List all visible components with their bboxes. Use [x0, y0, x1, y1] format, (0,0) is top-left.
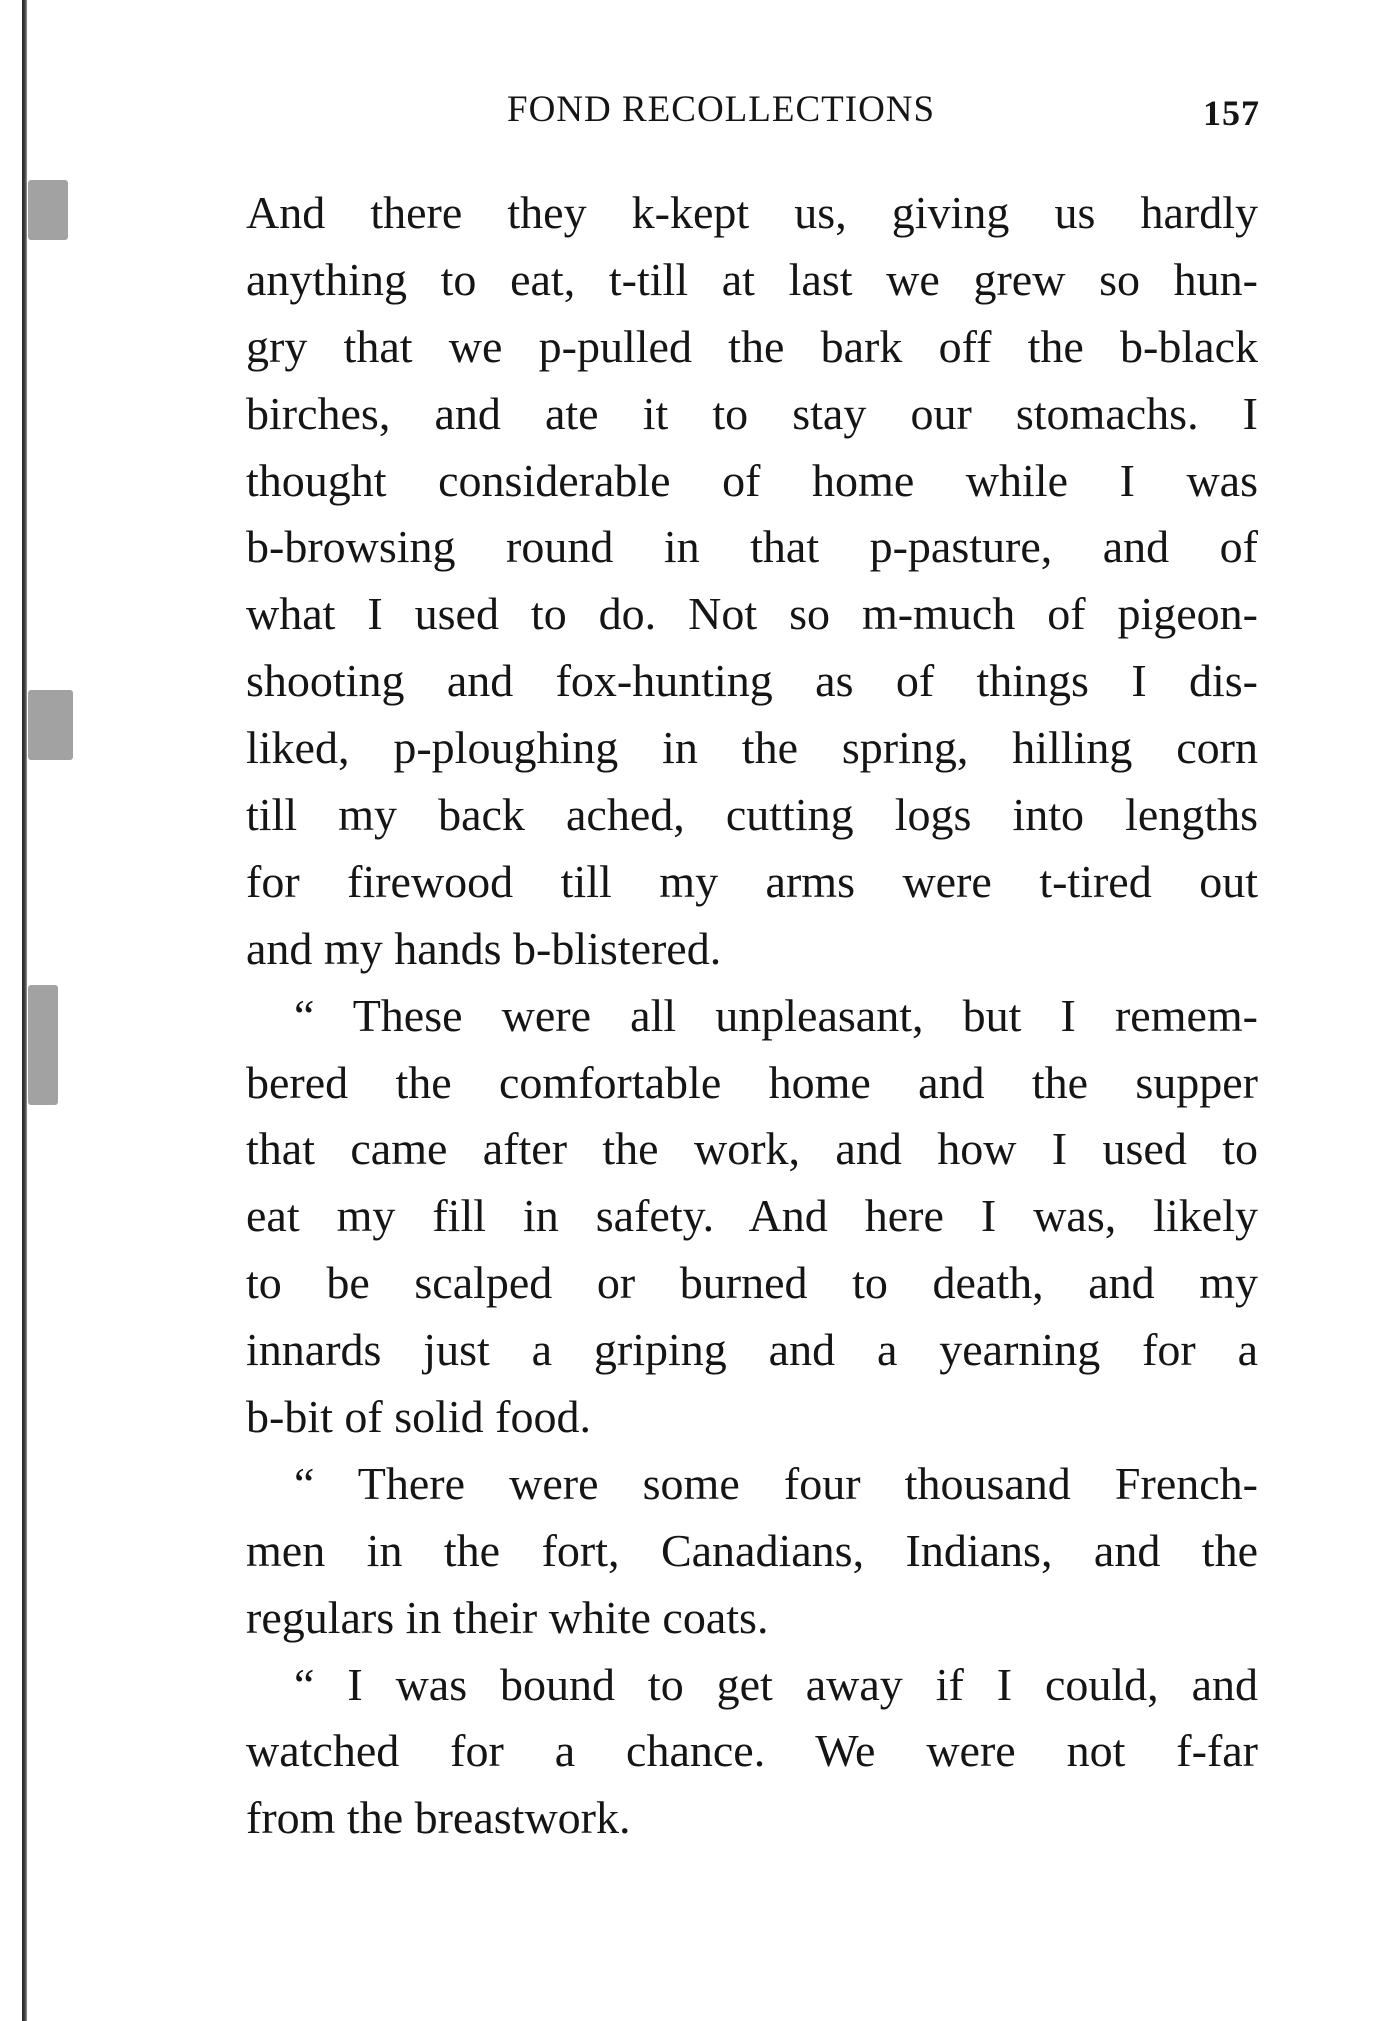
text-line: gry that we p-pulled the bark off the b-black — [246, 320, 1258, 372]
running-head — [0, 88, 1397, 138]
text-line: eat my fill in safety. And here I was, likely — [246, 1190, 1258, 1242]
text-line: to be scalped or burned to death, and my — [246, 1257, 1258, 1309]
text-line: for firewood till my arms were t-tired out — [246, 855, 1258, 907]
text-line: “ There were some four thousand French- — [294, 1457, 1258, 1509]
text-line: liked, p-ploughing in the spring, hilling corn — [246, 722, 1258, 774]
scan-speck — [28, 180, 68, 240]
text-line: regulars in their white coats. — [246, 1591, 769, 1643]
scan-speck — [28, 690, 73, 760]
scan-speck — [28, 985, 58, 1105]
page-number: 157 — [1203, 93, 1260, 133]
text-line: b-bit of solid food. — [246, 1391, 591, 1443]
text-line: anything to eat, t-till at last we grew so hun- — [246, 253, 1258, 305]
running-title: FOND RECOLLECTIONS — [507, 89, 936, 130]
text-line: what I used to do. Not so m-much of pigeon- — [246, 588, 1258, 640]
text-line: “ I was bound to get away if I could, and — [294, 1658, 1258, 1710]
text-line: from the breastwork. — [246, 1792, 631, 1844]
text-line: “ These were all unpleasant, but I remem- — [294, 989, 1258, 1041]
body-text — [246, 180, 1258, 1852]
text-line: shooting and fox-hunting as of things I dis- — [246, 655, 1258, 707]
text-line: innards just a griping and a yearning for a — [246, 1324, 1258, 1376]
text-line: and my hands b-blistered. — [246, 922, 722, 974]
text-line: that came after the work, and how I used to — [246, 1123, 1258, 1175]
text-line: men in the fort, Canadians, Indians, and the — [246, 1524, 1258, 1576]
text-line: thought considerable of home while I was — [246, 454, 1258, 506]
text-line: And there they k-kept us, giving us hardly — [246, 187, 1258, 238]
text-line: b-browsing round in that p-pasture, and of — [246, 521, 1258, 573]
text-line: birches, and ate it to stay our stomachs. I — [246, 387, 1258, 439]
binding-gutter — [22, 0, 27, 2021]
text-line: bered the comfortable home and the supper — [246, 1056, 1258, 1108]
text-line: watched for a chance. We were not f-far — [246, 1725, 1258, 1777]
text-line: till my back ached, cutting logs into lengths — [246, 789, 1258, 841]
